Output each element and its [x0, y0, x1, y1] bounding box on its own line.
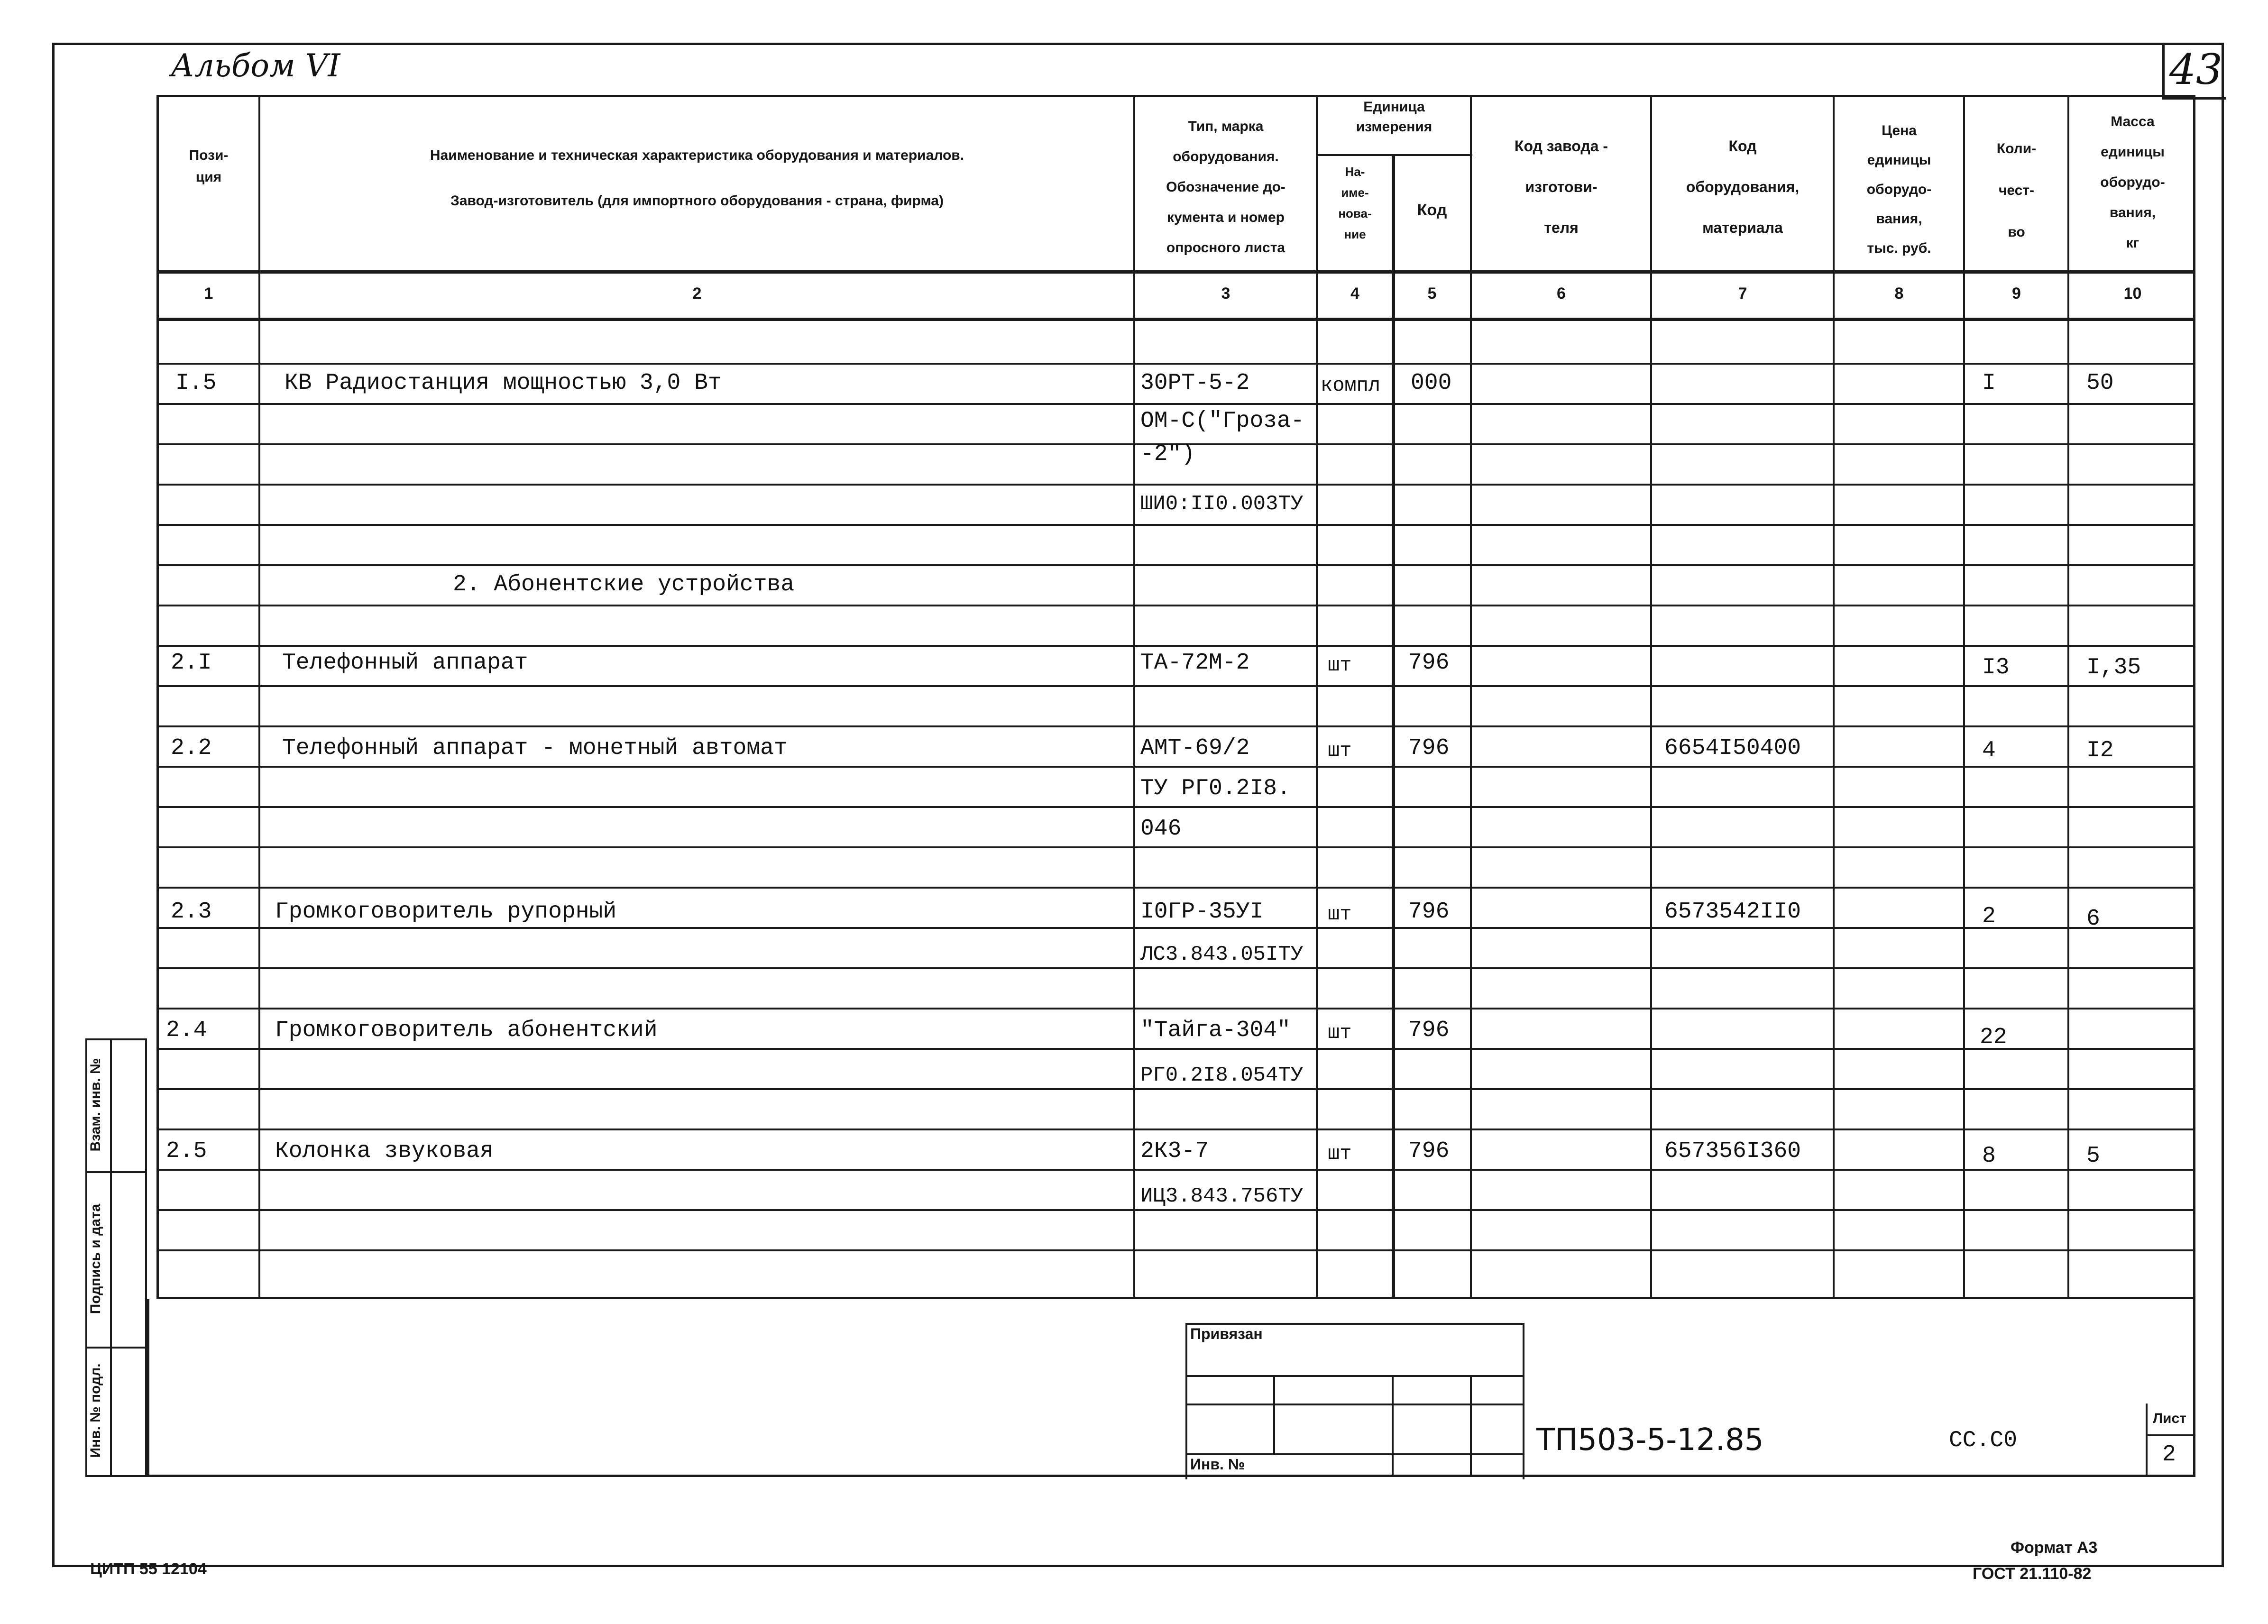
col-header-position: Пози- ция: [189, 147, 229, 185]
row-2.2-type: ТУ РГ0.2I8.: [1140, 776, 1291, 801]
row-line: [156, 1249, 2195, 1251]
row-2.2-type: АМТ-69/2: [1140, 735, 1250, 761]
row-2.2-mass: I2: [2086, 738, 2114, 763]
row-2.3-mass: 6: [2086, 906, 2100, 932]
col-num-5: 5: [1427, 284, 1437, 303]
row-line: [156, 1169, 2195, 1171]
row-2.2-item-code: 6654I50400: [1664, 735, 1801, 761]
row-2.1-unit: шт: [1328, 654, 1352, 677]
privyazan-col: [1392, 1375, 1394, 1477]
inv-no-label: Инв. №: [1190, 1456, 1245, 1473]
row-line: [156, 1048, 2195, 1050]
col-header-item-code: Код оборудования, материала: [1686, 138, 1800, 236]
row-2.4-unit: шт: [1328, 1021, 1352, 1044]
col-header-qty: Коли- чест- во: [1996, 141, 2037, 240]
document-code: СС.С0: [1949, 1428, 2018, 1453]
col-num-3: 3: [1221, 284, 1230, 303]
designation: ТП503-5-12.85: [1536, 1422, 1764, 1458]
row-1.5-unit: компл: [1321, 374, 1381, 397]
row-line: [156, 564, 2195, 566]
row-2.1-position: 2.I: [171, 650, 212, 676]
col-line-8: [1963, 95, 1965, 1299]
row-1.5-name: КВ Радиостанция мощностью 3,0 Вт: [285, 370, 722, 396]
side-stamp-line: [85, 1171, 147, 1173]
row-2.3-type: ЛС3.843.05IТУ: [1140, 943, 1304, 966]
row-1.5-type: ШИ0:II0.003ТУ: [1140, 492, 1304, 516]
row-line: [156, 403, 2195, 405]
side-stamp-podpis: Подпись и дата: [88, 1203, 103, 1314]
column-numbers-line: [156, 318, 2195, 321]
page-number: 43: [2169, 45, 2222, 94]
row-line: [156, 605, 2195, 606]
col-line-3: [1316, 95, 1318, 1299]
row-line: [156, 1008, 2195, 1009]
row-2.2-position: 2.2: [171, 735, 212, 761]
row-2.1-qty: I3: [1982, 655, 2010, 680]
row-2.3-unit: шт: [1328, 903, 1352, 926]
row-line: [156, 524, 2195, 526]
row-2.3-position: 2.3: [171, 899, 212, 925]
row-2.2-unit: шт: [1328, 739, 1352, 762]
row-2.3-unit-code: 796: [1408, 899, 1450, 925]
sheet-number: 2: [2162, 1442, 2176, 1468]
row-line: [156, 484, 2195, 486]
row-2.2-qty: 4: [1982, 738, 1996, 763]
footer-format: Формат А3: [2011, 1539, 2098, 1557]
col-line-1: [258, 95, 260, 1299]
row-line: [156, 927, 2195, 929]
col-header-name: Наименование и техническая характеристика оборудования и материалов. Завод-изготовитель (для импортного оборудования - страна, фирма): [430, 147, 964, 209]
row-2.3-name: Громкоговоритель рупорный: [275, 899, 617, 925]
row-2.2-unit-code: 796: [1408, 735, 1450, 761]
privyazan-col: [1273, 1375, 1275, 1453]
row-2.1-name: Телефонный аппарат: [282, 650, 528, 676]
row-1.5-type: ОМ-С("Гроза-: [1140, 408, 1304, 434]
row-line: [156, 846, 2195, 848]
row-2.4-unit-code: 796: [1408, 1018, 1450, 1043]
row-2.5-unit: шт: [1328, 1142, 1352, 1165]
row-line: [156, 645, 2195, 647]
col-num-9: 9: [2012, 284, 2021, 303]
col-line-7: [1833, 95, 1835, 1299]
row-2.5-qty: 8: [1982, 1143, 1996, 1169]
row-2.3-type: I0ГР-35УI: [1140, 899, 1264, 925]
section-title: 2. Абонентские устройства: [453, 572, 795, 597]
spec-table: [156, 95, 2195, 1299]
side-stamp-inv-podl: Инв. № подл.: [88, 1363, 103, 1458]
row-2.2-name: Телефонный аппарат - монетный автомат: [282, 735, 788, 761]
row-1.5-position: I.5: [175, 370, 217, 396]
row-2.5-item-code: 657356I360: [1664, 1138, 1801, 1164]
col-header-type: Тип, марка оборудования. Обозначение до- кумента и номер опросного листа: [1166, 119, 1286, 256]
privyazan-line: [1185, 1375, 1524, 1377]
side-stamp-divider: [110, 1038, 112, 1477]
row-2.4-name: Громкоговоритель абонентский: [275, 1018, 658, 1043]
row-2.4-qty: 22: [1980, 1025, 2007, 1050]
row-1.5-type: -2"): [1140, 441, 1195, 467]
col-header-unit-name: На- име- нова- ние: [1338, 165, 1372, 241]
col-num-8: 8: [1894, 284, 1904, 303]
row-line: [156, 806, 2195, 808]
header-bottom-line: [156, 270, 2195, 274]
row-2.1-mass: I,35: [2086, 655, 2141, 680]
col-line-6: [1650, 95, 1652, 1299]
privyazan-line: [1185, 1404, 1524, 1405]
album-label: Альбом VI: [171, 47, 340, 84]
row-2.5-position: 2.5: [166, 1138, 207, 1164]
row-2.1-type: ТА-72М-2: [1140, 650, 1250, 676]
col-num-4: 4: [1350, 284, 1359, 303]
col-header-factory-code: Код завода - изготови- теля: [1514, 138, 1608, 236]
row-1.5-qty: I: [1982, 370, 1996, 396]
row-2.4-type: "Тайга-304": [1140, 1018, 1291, 1043]
row-line: [156, 363, 2195, 365]
row-2.5-type: 2К3-7: [1140, 1138, 1209, 1164]
footer-left: ЦИТП 55 12104: [90, 1560, 207, 1578]
row-2.5-mass: 5: [2086, 1143, 2100, 1169]
col-line-9: [2067, 95, 2069, 1299]
col-line-5: [1470, 95, 1472, 1299]
col-num-6: 6: [1557, 284, 1566, 303]
col-num-1: 1: [204, 284, 213, 303]
col-header-mass: Масса единицы оборудо- вания, кг: [2100, 114, 2165, 251]
col-header-unit: Единица измерения: [1356, 99, 1432, 135]
privyazan-label: Привязан: [1190, 1325, 1263, 1342]
row-2.4-type: РГ0.2I8.054ТУ: [1140, 1064, 1304, 1087]
bottom-frame: [147, 1299, 2195, 1477]
col-line-2: [1133, 95, 1135, 1299]
row-2.5-type: ИЦ3.843.756ТУ: [1140, 1184, 1304, 1208]
row-1.5-type: 30РТ-5-2: [1140, 370, 1250, 396]
row-1.5-unit-code: 000: [1411, 370, 1452, 396]
row-2.3-qty: 2: [1982, 904, 1996, 929]
sheet-box-line: [2146, 1434, 2195, 1436]
row-line: [156, 766, 2195, 768]
row-line: [156, 685, 2195, 687]
row-line: [156, 1129, 2195, 1130]
footer-gost: ГОСТ 21.110-82: [1973, 1565, 2092, 1583]
col-header-unit-code: Код: [1417, 201, 1447, 219]
sheet-label: Лист: [2153, 1411, 2186, 1426]
row-line: [156, 725, 2195, 727]
row-2.1-unit-code: 796: [1408, 650, 1450, 676]
privyazan-line: [1185, 1453, 1524, 1455]
col-num-2: 2: [692, 284, 702, 303]
row-2.5-unit-code: 796: [1408, 1138, 1450, 1164]
row-2.5-name: Колонка звуковая: [275, 1138, 494, 1164]
row-line: [156, 887, 2195, 889]
row-2.3-item-code: 6573542II0: [1664, 899, 1801, 925]
row-2.2-type: 046: [1140, 816, 1182, 842]
row-1.5-mass: 50: [2086, 370, 2114, 396]
side-stamp-vzam: Взам. инв. №: [88, 1058, 103, 1152]
privyazan-col: [1470, 1375, 1472, 1477]
col-num-10: 10: [2123, 284, 2142, 303]
col-header-price: Цена единицы оборудо- вания, тыс. руб.: [1866, 123, 1932, 256]
row-2.4-position: 2.4: [166, 1018, 207, 1043]
col-num-7: 7: [1738, 284, 1747, 303]
